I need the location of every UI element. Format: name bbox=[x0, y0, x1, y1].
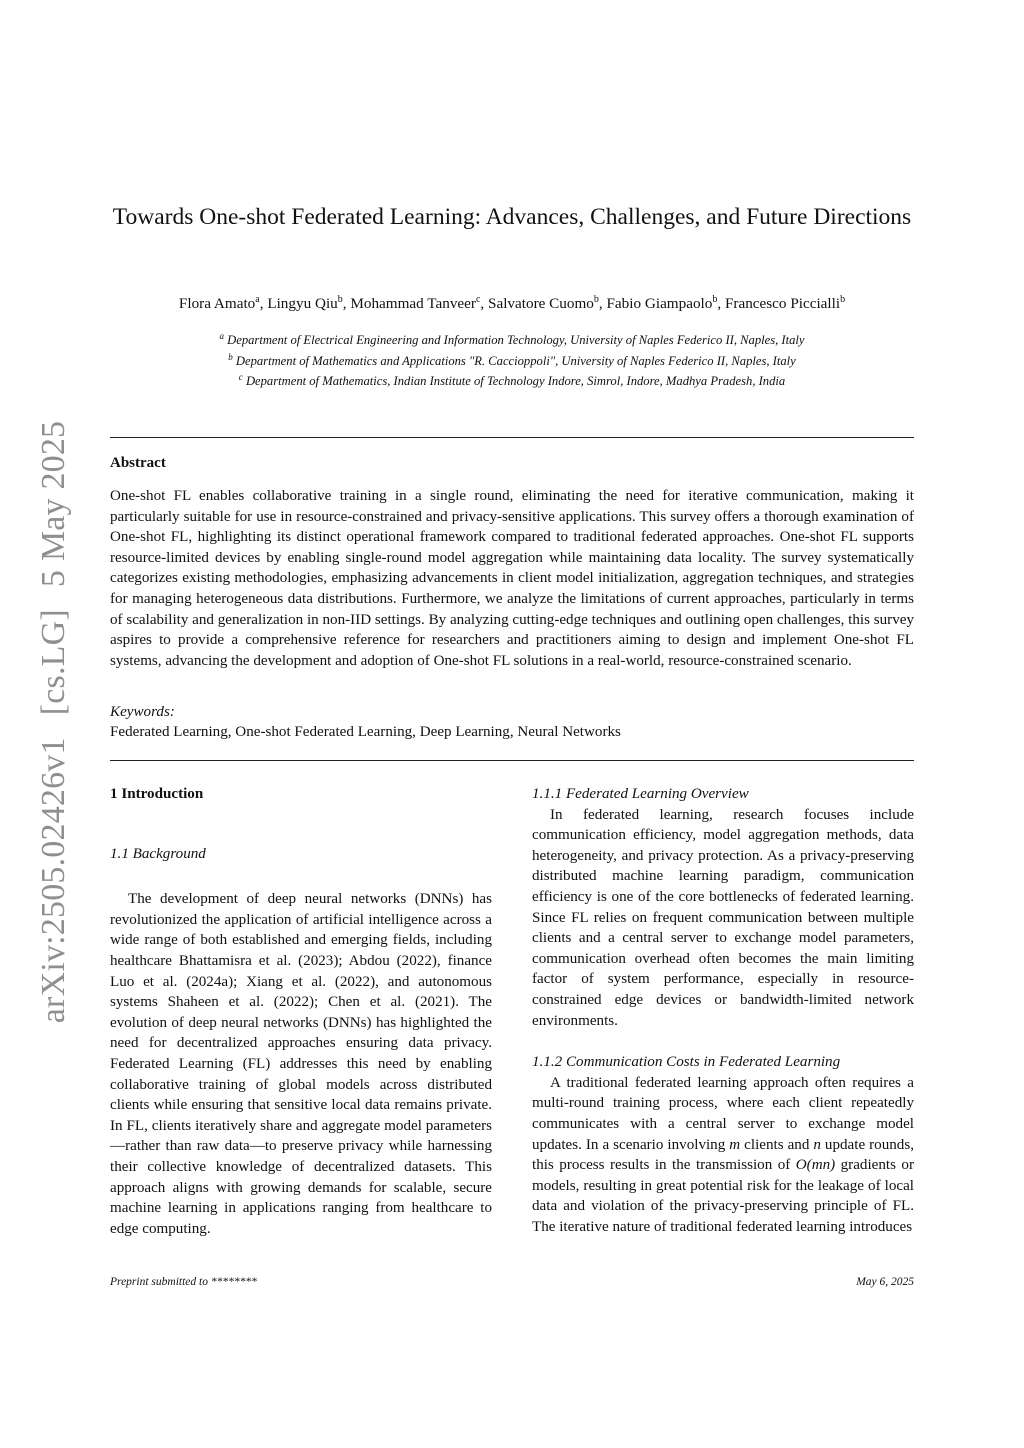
math-n: n bbox=[813, 1136, 821, 1153]
footer-preprint-note: Preprint submitted to ******** bbox=[110, 1276, 257, 1288]
subsection-heading-comm-costs: 1.1.2 Communication Costs in Federated Learning bbox=[532, 1054, 841, 1071]
arxiv-side-stamp bbox=[35, 421, 73, 1024]
keywords-text: Federated Learning, One-shot Federated Learning, Deep Learning, Neural Networks bbox=[110, 724, 621, 740]
affiliation-list bbox=[110, 328, 914, 390]
arxiv-category: [cs.LG] bbox=[35, 609, 72, 716]
author-list: Flora Amato$^a$, Lingyu Qiu$^b$, Mohammad Tanveer$^c$, Salvatore Cuomo$^b$, Fabio Giampaolo$^b$, Francesco Piccialli$^b$ bbox=[178, 294, 846, 313]
author: Mohammad Tanveer$^c$ bbox=[350, 294, 481, 313]
author: Francesco Piccialli$^b$ bbox=[724, 294, 846, 313]
paper-title: Towards One-shot Federated Learning: Advances, Challenges, and Future Directions bbox=[112, 204, 912, 230]
left-column bbox=[110, 784, 492, 1239]
author: Salvatore Cuomo$^b$ bbox=[488, 294, 599, 313]
footer-date: May 6, 2025 bbox=[856, 1276, 914, 1288]
affiliation: $^b$ Department of Mathematics and Applications "R. Caccioppoli", University of Naples Federico II, Naples, Italy bbox=[228, 351, 796, 368]
background-paragraph: The development of deep neural networks (DNNs) has revolutionized the application of artificial intelligence across a wide range of both established and emerging fields, including healthcare Bhattamisra et al. (2023); Abdou (2022), finance Luo et al. (2024a); Xiang et al. (2022), and autonomous systems Shaheen et al. (2022); Chen et al. (2021). The evolution of deep neural networks (DNNs) has highlighted the need for decentralized approaches ensuring data privacy. Federated Learning (FL) addresses this need by enabling collaborative training of global models across distributed clients while ensuring that sensitive local data remains private. In FL, clients iteratively share and aggregate model parameters—rather than raw data—to preserve privacy while harnessing their collective knowledge of decentralized datasets. This approach aligns with growing demands for scalable, secure machine learning in applications ranging from healthcare to edge computing. bbox=[110, 891, 492, 1237]
arxiv-date: 5 May 2025 bbox=[35, 420, 72, 588]
subsection-heading-fl-overview: 1.1.1 Federated Learning Overview bbox=[532, 786, 749, 802]
fl-overview-paragraph: In federated learning, research focuses include communication efficiency, model aggregation methods, data heterogeneity, and privacy protection. As a privacy-preserving distributed machine learning paradigm, communication efficiency is one of the core bottlenecks of federated learning. Since FL relies on frequent communication between multiple clients and a central server to exchange model parameters, communication overhead often becomes the main limiting factor of system performance, especially in resource-constrained edge devices or bandwidth-limited network environments. bbox=[532, 806, 914, 1029]
author: Flora Amato$^a$ bbox=[178, 294, 260, 313]
affiliation: $^a$ Department of Electrical Engineering and Information Technology, University of Naples Federico II, Naples, Italy bbox=[219, 331, 805, 348]
author: Lingyu Qiu$^b$ bbox=[267, 294, 343, 313]
comm-costs-paragraph: A traditional federated learning approach often requires a multi-round training process, where each client repeatedly communicates with a central server to exchange model updates. In a scenario involving m clients and n update rounds, this process results in the transmission of O(mn) gradients or models, resulting in great potential risk for the leakage of local data and violation of the privacy-preserving principle of FL. The iterative nature of traditional federated learning introduces bbox=[532, 1074, 915, 1235]
subsection-heading-background: 1.1 Background bbox=[110, 845, 206, 862]
right-column bbox=[532, 784, 914, 1237]
math-big-o: O(mn) bbox=[795, 1157, 836, 1174]
arxiv-id: arXiv:2505.02426v1 bbox=[35, 737, 72, 1024]
math-m: m bbox=[729, 1136, 741, 1153]
abstract-text: One-shot FL enables collaborative training in a single round, eliminating the need for iterative communication, making it particularly suitable for use in resource-constrained and privacy-sensitive applications. This survey offers a thorough examination of One-shot FL, highlighting its distinct operational framework compared to traditional federated approaches. One-shot FL supports resource-limited devices by enabling single-round model aggregation while maintaining data locality. The survey systematically categorizes existing methodologies, emphasizing advancements in client model initialization, aggregation techniques, and strategies for managing heterogeneous data distributions. Furthermore, we analyze the limitations of current approaches, particularly in terms of scalability and generalization in non-IID settings. By analyzing cutting-edge techniques and outlining open challenges, this survey aspires to provide a comprehensive reference for researchers and practitioners aiming to design and implement One-shot FL systems, advancing the development and adoption of One-shot FL solutions in a real-world, resource-constrained scenario. bbox=[110, 488, 914, 669]
top-divider bbox=[110, 437, 914, 438]
affiliation: $^c$ Department of Mathematics, Indian Institute of Technology Indore, Simrol, Indore, Madhya Pradesh, India bbox=[238, 372, 786, 389]
keywords-heading: Keywords: bbox=[110, 704, 175, 720]
keywords-divider bbox=[110, 760, 914, 761]
author: Fabio Giampaolo$^b$ bbox=[606, 294, 718, 313]
abstract-heading: Abstract bbox=[110, 455, 166, 471]
section-heading-introduction: 1 Introduction bbox=[110, 786, 204, 802]
